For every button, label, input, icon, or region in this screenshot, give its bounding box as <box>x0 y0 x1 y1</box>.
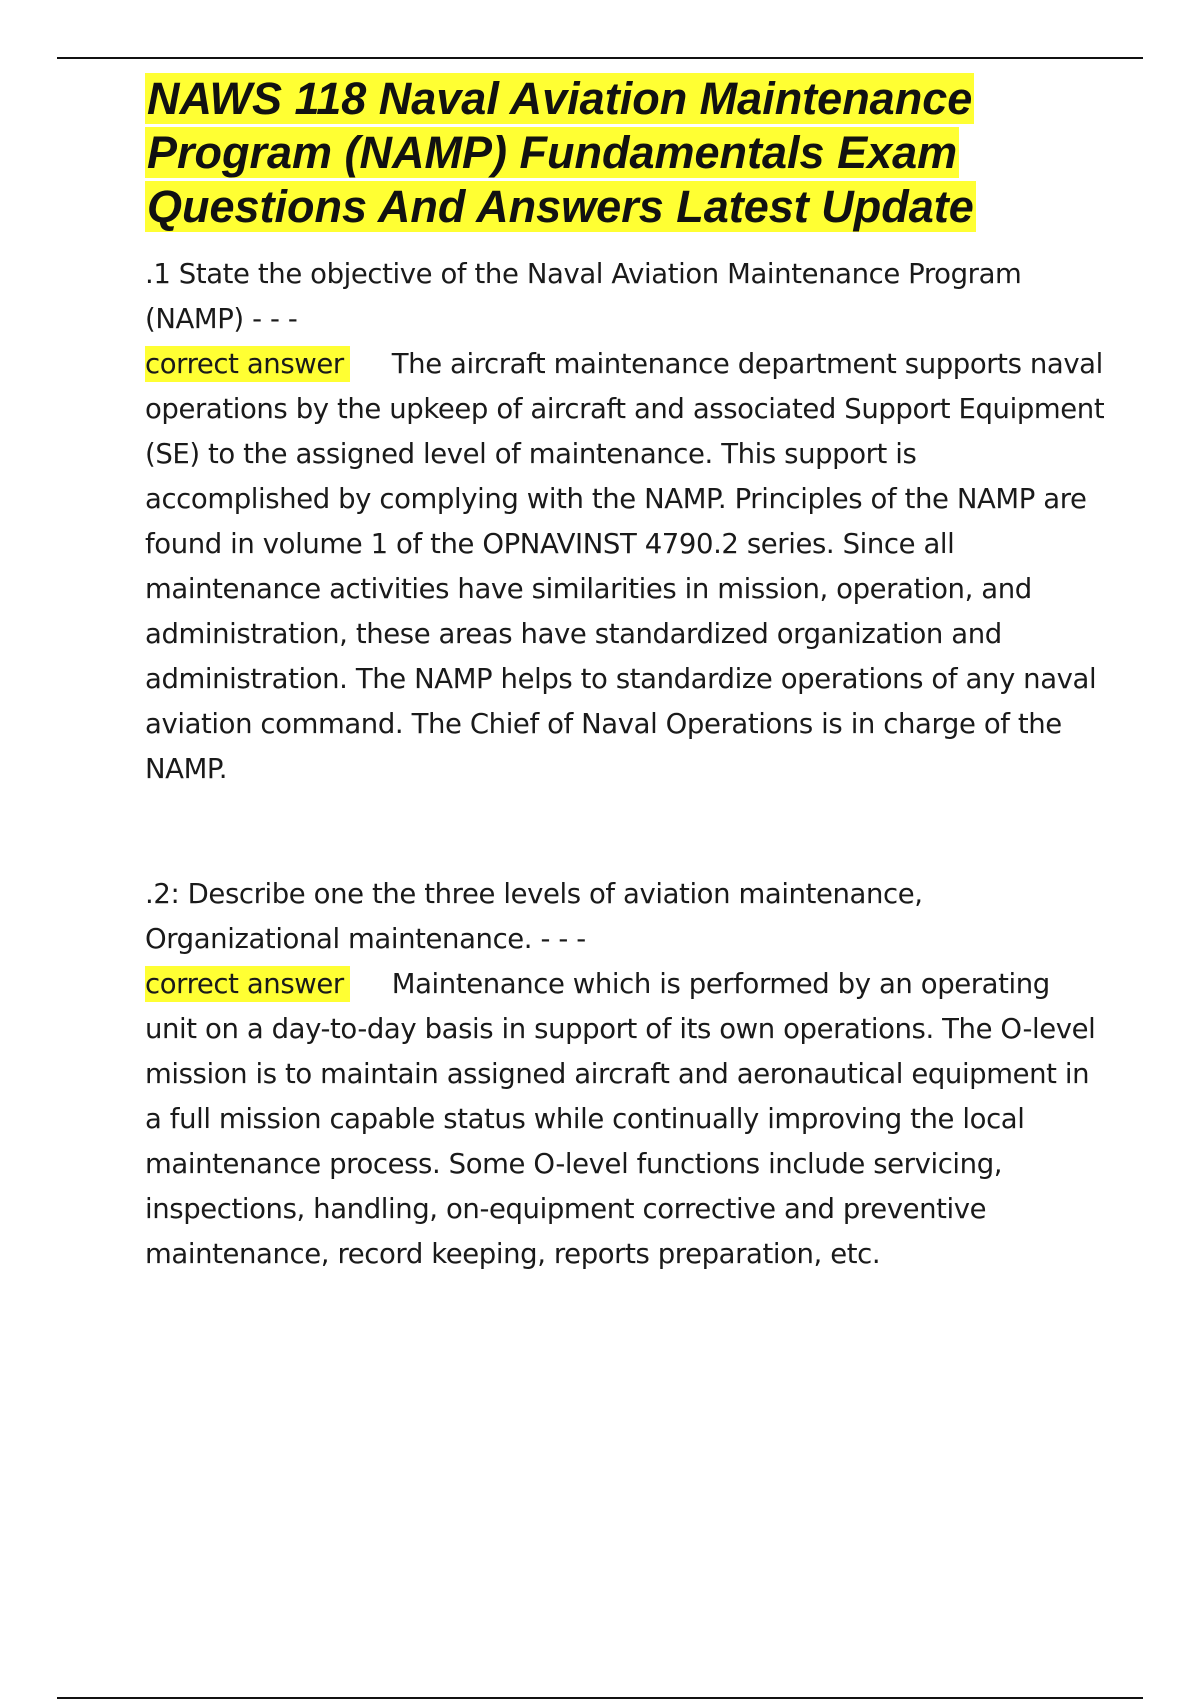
correct-answer-tag: correct answer <box>145 346 350 382</box>
answer-block <box>145 962 1105 1277</box>
top-rule <box>57 57 1143 59</box>
correct-answer-tag: correct answer <box>145 966 350 1002</box>
qa-item-2 <box>145 872 1105 1277</box>
answer-text: The aircraft maintenance department supports naval operations by the upkeep of aircraft and associated Support Equipment (SE) to the assigned level of maintenance. This support is accomplished by complying with the NAMP. Principles of the NAMP are found in volume 1 of the OPNAVINST 4790.2 series. Since all maintenance activities have similarities in mission, operation, and administration, these areas have standardized organization and administration. The NAMP helps to standardize operations of any naval aviation command. The Chief of Naval Operations is in charge of the NAMP. <box>145 348 1105 785</box>
bottom-rule <box>57 1697 1143 1699</box>
answer-block <box>145 342 1105 792</box>
document-title-text: NAWS 118 Naval Aviation Maintenance Program (NAMP) Fundamentals Exam Questions And Answers Latest Update <box>147 73 974 232</box>
document-title <box>145 72 1105 234</box>
question-text: .2: Describe one the three levels of aviation maintenance, Organizational maintenance. - - - <box>145 878 923 955</box>
question-text: .1 State the objective of the Naval Aviation Maintenance Program (NAMP) - - - <box>145 258 1022 335</box>
document-body <box>145 72 1105 1277</box>
qa-item-1 <box>145 252 1105 792</box>
answer-text: Maintenance which is performed by an operating unit on a day-to-day basis in support of its own operations. The O-level mission is to maintain assigned aircraft and aeronautical equipment in a full mission capable status while continually improving the local maintenance process. Some O-level functions include servicing, inspections, handling, on-equipment corrective and preventive maintenance, record keeping, reports preparation, etc. <box>145 968 1096 1270</box>
